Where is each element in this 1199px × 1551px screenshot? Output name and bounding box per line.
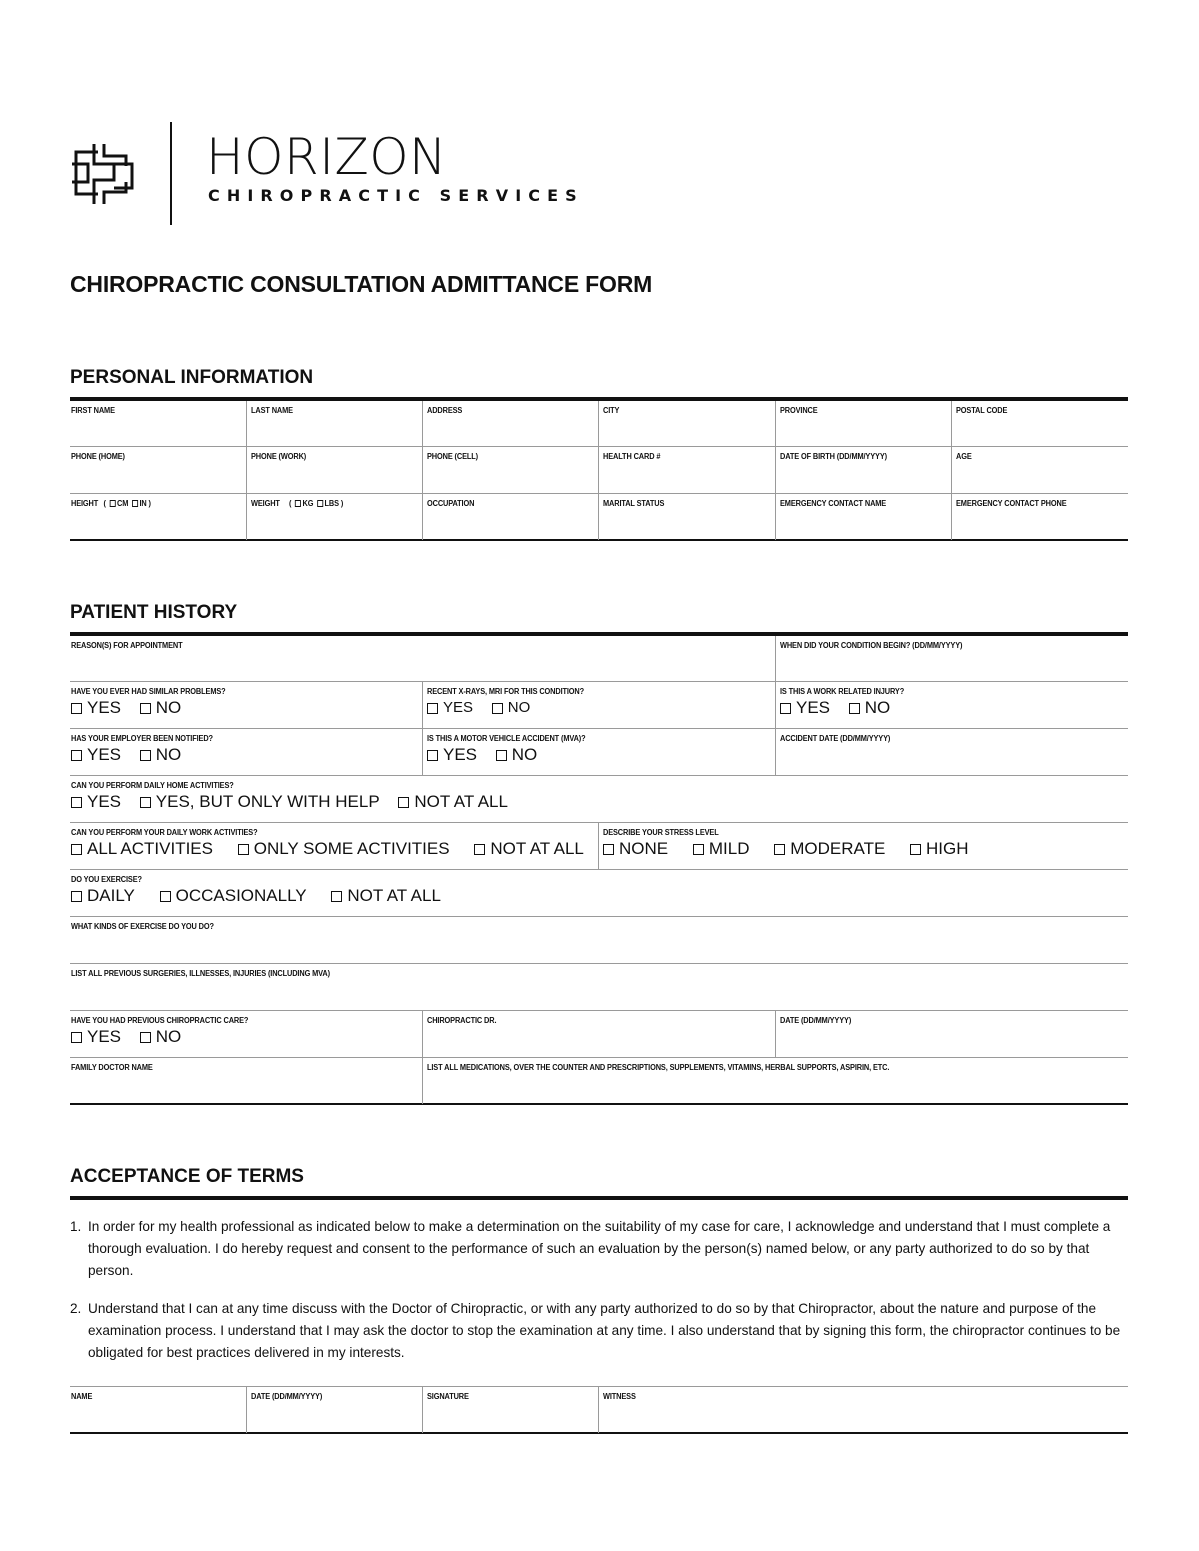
cm-checkbox[interactable]	[109, 500, 115, 507]
option-occasionally[interactable]	[160, 886, 307, 906]
checkbox[interactable]	[427, 750, 438, 761]
checkbox[interactable]	[603, 844, 614, 855]
term-item	[70, 1298, 1128, 1364]
work-injury-field	[775, 682, 1128, 728]
option-label: NO	[507, 699, 531, 716]
field-label: FIRST NAME	[71, 405, 115, 415]
personal-row-1	[70, 401, 1128, 447]
field-label: RECENT X-RAYS, MRI FOR THIS CONDITION?	[427, 686, 585, 696]
field-label: ADDRESS	[427, 405, 463, 415]
stress-level-field	[598, 823, 1128, 869]
field-label: EMERGENCY CONTACT NAME	[780, 498, 887, 508]
history-row-surgeries	[70, 964, 1128, 1011]
history-row-exercise-kinds	[70, 917, 1128, 964]
phone-home-field[interactable]	[70, 447, 246, 493]
signature-field[interactable]	[422, 1387, 598, 1433]
checkbox[interactable]	[140, 1032, 151, 1043]
field-label: LIST ALL PREVIOUS SURGERIES, ILLNESSES, INJURIES (INCLUDING MVA)	[71, 968, 330, 978]
kg-checkbox[interactable]	[295, 500, 301, 507]
similar-problems-field	[70, 682, 422, 728]
field-label: FAMILY DOCTOR NAME	[71, 1062, 153, 1072]
exercise-kinds-field[interactable]	[70, 917, 1128, 963]
field-label: WHAT KINDS OF EXERCISE DO YOU DO?	[71, 921, 214, 931]
field-label: IS THIS A WORK RELATED INJURY?	[780, 686, 905, 696]
term-number: 1.	[70, 1219, 82, 1234]
checkbox[interactable]	[140, 797, 151, 808]
field-label: EMERGENCY CONTACT PHONE	[956, 498, 1067, 508]
option-label: YES	[443, 699, 474, 716]
field-label: PROVINCE	[780, 405, 818, 415]
sign-date-field[interactable]	[246, 1387, 422, 1433]
terms-list	[70, 1216, 1128, 1380]
checkbox[interactable]	[71, 891, 82, 902]
option-yes[interactable]	[71, 745, 121, 765]
checkbox[interactable]	[71, 844, 82, 855]
similar-problems-options	[71, 698, 201, 719]
chiro-date-field[interactable]	[775, 1011, 1128, 1057]
field-label: NAME	[71, 1391, 93, 1401]
mva-options	[427, 745, 557, 766]
field-label: CITY	[603, 405, 620, 415]
xrays-options	[427, 698, 550, 719]
chiro-dr-field[interactable]	[422, 1011, 775, 1057]
field-label: WHEN DID YOUR CONDITION BEGIN? (DD/MM/YYYY)	[780, 640, 963, 650]
history-row-daily-work	[70, 823, 1128, 870]
checkbox[interactable]	[331, 891, 342, 902]
checkbox[interactable]	[780, 703, 791, 714]
prev-chiro-field	[70, 1011, 422, 1057]
option-label: MODERATE	[790, 839, 886, 858]
field-label: ACCIDENT DATE (DD/MM/YYYY)	[780, 733, 891, 743]
field-label: HAVE YOU HAD PREVIOUS CHIROPRACTIC CARE?	[71, 1015, 249, 1025]
option-label: ALL ACTIVITIES	[87, 839, 213, 858]
option-label: NONE	[619, 839, 669, 858]
health-card-field[interactable]	[598, 447, 775, 493]
exercise-field	[70, 870, 1128, 916]
personal-row-3	[70, 494, 1128, 541]
emergency-contact-name-field[interactable]	[775, 494, 951, 540]
history-row-doctor	[70, 1058, 1128, 1105]
history-row-reasons	[70, 636, 1128, 682]
field-label: HEALTH CARD #	[603, 451, 661, 461]
phone-work-field[interactable]	[246, 447, 422, 493]
option-label: YES, BUT ONLY WITH HELP	[155, 792, 380, 811]
reasons-field[interactable]	[70, 636, 775, 682]
option-yes[interactable]	[427, 698, 473, 718]
height-units: ( CM IN )	[103, 498, 151, 508]
province-field[interactable]	[775, 401, 951, 447]
option-yes[interactable]	[427, 745, 477, 765]
option-label: NOT AT ALL	[414, 792, 508, 811]
field-label: CAN YOU PERFORM YOUR DAILY WORK ACTIVITIES?	[71, 827, 258, 837]
address-field[interactable]	[422, 401, 598, 447]
witness-field[interactable]	[598, 1387, 1128, 1433]
checkbox[interactable]	[693, 844, 704, 855]
option-high[interactable]	[910, 839, 969, 859]
signature-row	[70, 1387, 1128, 1434]
option-label: NO	[511, 745, 538, 764]
term-text: Understand that I can at any time discuss with the Doctor of Chiropractic, or with any party authorized to do so by that Chiropractor, about the nature and purpose of the examination process. I understand that I may ask the doctor to stop the examination at any time. I also understand that by signing this form, the chiropractor continues to be obligated for best practices delivered in my interests.	[88, 1301, 1121, 1360]
field-label: DATE (DD/MM/YYYY)	[251, 1391, 323, 1401]
term-text: In order for my health professional as indicated below to make a determination on the suitability of my case for care, I acknowledge and understand that I must complete a thorough evaluation. I do hereby request and consent to the performance of such an evaluation by the person(s) named below, or any party authorized to do so by that person.	[88, 1219, 1111, 1278]
section-rule	[70, 1196, 1128, 1200]
option-label: YES	[443, 745, 478, 764]
height-field[interactable]	[70, 494, 246, 540]
option-no[interactable]	[140, 745, 182, 765]
field-label: PHONE (CELL)	[427, 451, 479, 461]
weight-label	[251, 494, 398, 509]
logo-divider	[170, 122, 172, 225]
history-row-prev-chiro	[70, 1011, 1128, 1058]
xrays-field	[422, 682, 775, 728]
city-field[interactable]	[598, 401, 775, 447]
checkbox[interactable]	[238, 844, 249, 855]
phone-cell-field[interactable]	[422, 447, 598, 493]
option-label: HIGH	[926, 839, 969, 858]
option-label: NOT AT ALL	[347, 886, 441, 905]
field-label: OCCUPATION	[427, 498, 475, 508]
weight-units: ( KG LBS )	[285, 498, 344, 508]
history-row-similar	[70, 682, 1128, 729]
checkbox[interactable]	[71, 797, 82, 808]
option-no[interactable]	[140, 698, 182, 718]
field-label: AGE	[956, 451, 972, 461]
option-label: YES	[87, 1027, 122, 1046]
field-label: SIGNATURE	[427, 1391, 469, 1401]
checkbox[interactable]	[496, 750, 507, 761]
field-label: IS THIS A MOTOR VEHICLE ACCIDENT (MVA)?	[427, 733, 586, 743]
field-label: LIST ALL MEDICATIONS, OVER THE COUNTER AND PRESCRIPTIONS, SUPPLEMENTS, VITAMINS, HERBAL SUPPORTS, ASPIRIN, ETC.	[427, 1062, 890, 1072]
patient-history-grid	[70, 636, 1128, 1105]
history-row-exercise	[70, 870, 1128, 917]
personal-info-grid	[70, 401, 1128, 541]
field-label: HAVE YOU EVER HAD SIMILAR PROBLEMS?	[71, 686, 226, 696]
field-label: PHONE (HOME)	[71, 451, 125, 461]
form-title: CHIROPRACTIC CONSULTATION ADMITTANCE FORM	[70, 271, 653, 297]
field-label: CAN YOU PERFORM DAILY HOME ACTIVITIES?	[71, 780, 234, 790]
option-yes[interactable]	[71, 792, 121, 812]
name-field[interactable]	[70, 1387, 246, 1433]
section-title-personal: PERSONAL INFORMATION	[70, 367, 314, 388]
stress-level-options	[603, 839, 989, 860]
field-label: DATE (DD/MM/YYYY)	[780, 1015, 852, 1025]
daily-home-options	[71, 792, 528, 813]
brand-subtitle: CHIROPRACTIC SERVICES	[208, 186, 584, 205]
work-injury-options	[780, 698, 910, 719]
postal-code-field[interactable]	[951, 401, 1128, 447]
checkbox[interactable]	[140, 750, 151, 761]
age-field[interactable]	[951, 447, 1128, 493]
height-label	[71, 494, 222, 509]
employer-notified-field	[70, 729, 422, 775]
option-moderate[interactable]	[774, 839, 885, 859]
history-row-daily-home	[70, 776, 1128, 823]
height-text: HEIGHT	[71, 498, 99, 508]
option-label: NO	[155, 745, 182, 764]
checkbox[interactable]	[849, 703, 860, 714]
option-daily[interactable]	[71, 886, 135, 906]
option-not-at-all[interactable]	[331, 886, 441, 906]
option-label: ONLY SOME ACTIVITIES	[253, 839, 450, 858]
option-label: NO	[155, 1027, 182, 1046]
mva-field	[422, 729, 775, 775]
accident-date-field[interactable]	[775, 729, 1128, 775]
option-label: MILD	[708, 839, 750, 858]
checkbox[interactable]	[427, 703, 438, 714]
field-label: LAST NAME	[251, 405, 293, 415]
checkbox[interactable]	[160, 891, 171, 902]
date-of-birth-field[interactable]	[775, 447, 951, 493]
daily-work-field	[70, 823, 598, 869]
option-none[interactable]	[603, 839, 668, 859]
signature-grid	[70, 1386, 1128, 1434]
in-label: IN	[139, 498, 147, 508]
weight-field[interactable]	[246, 494, 422, 540]
option-no[interactable]	[849, 698, 891, 718]
checkbox[interactable]	[71, 703, 82, 714]
field-label: CHIROPRACTIC DR.	[427, 1015, 497, 1025]
option-label: YES	[87, 698, 122, 717]
last-name-field[interactable]	[246, 401, 422, 447]
field-label: POSTAL CODE	[956, 405, 1008, 415]
checkbox[interactable]	[910, 844, 921, 855]
family-doctor-field[interactable]	[70, 1058, 422, 1104]
history-row-employer	[70, 729, 1128, 776]
term-number: 2.	[70, 1301, 82, 1316]
prev-chiro-options	[71, 1027, 201, 1048]
surgeries-field[interactable]	[70, 964, 1128, 1010]
field-label: HAS YOUR EMPLOYER BEEN NOTIFIED?	[71, 733, 213, 743]
checkbox[interactable]	[140, 703, 151, 714]
option-label: YES	[87, 792, 122, 811]
option-label: NO	[864, 698, 891, 717]
section-title-terms: ACCEPTANCE OF TERMS	[70, 1166, 304, 1187]
kg-label: KG	[302, 498, 314, 508]
emergency-contact-phone-field[interactable]	[951, 494, 1128, 540]
lbs-label: LBS	[324, 498, 339, 508]
option-yes-with-help[interactable]	[140, 792, 380, 812]
daily-home-field	[70, 776, 1128, 822]
checkbox[interactable]	[474, 844, 485, 855]
option-label: YES	[87, 745, 122, 764]
medications-field[interactable]	[422, 1058, 1128, 1104]
marital-status-field[interactable]	[598, 494, 775, 540]
brand-name: HORIZON	[206, 128, 447, 186]
option-mild[interactable]	[693, 839, 750, 859]
option-not-at-all[interactable]	[398, 792, 508, 812]
brand-logo	[70, 122, 610, 226]
option-label: OCCASIONALLY	[175, 886, 307, 905]
checkbox[interactable]	[398, 797, 409, 808]
option-all-activities[interactable]	[71, 839, 213, 859]
option-no[interactable]	[492, 698, 531, 718]
field-label: DATE OF BIRTH (DD/MM/YYYY)	[780, 451, 887, 461]
option-yes[interactable]	[71, 698, 121, 718]
option-no[interactable]	[140, 1027, 182, 1047]
checkbox[interactable]	[71, 750, 82, 761]
checkbox[interactable]	[492, 703, 503, 714]
exercise-options	[71, 886, 461, 907]
option-yes[interactable]	[780, 698, 830, 718]
field-label: PHONE (WORK)	[251, 451, 307, 461]
in-checkbox[interactable]	[132, 500, 138, 507]
option-not-at-all[interactable]	[474, 839, 584, 859]
checkbox[interactable]	[774, 844, 785, 855]
option-label: NOT AT ALL	[490, 839, 584, 858]
weight-text: WEIGHT	[251, 498, 280, 508]
field-label: DO YOU EXERCISE?	[71, 874, 142, 884]
checkbox[interactable]	[71, 1032, 82, 1043]
employer-notified-options	[71, 745, 201, 766]
field-label: WITNESS	[603, 1391, 636, 1401]
term-item	[70, 1216, 1128, 1282]
lbs-checkbox[interactable]	[317, 500, 323, 507]
cm-label: CM	[117, 498, 129, 508]
option-label: NO	[155, 698, 182, 717]
occupation-field[interactable]	[422, 494, 598, 540]
personal-row-2	[70, 447, 1128, 494]
condition-begin-field[interactable]	[775, 636, 1128, 682]
option-yes[interactable]	[71, 1027, 121, 1047]
option-label: DAILY	[87, 886, 135, 905]
field-label: DESCRIBE YOUR STRESS LEVEL	[603, 827, 719, 837]
first-name-field[interactable]	[70, 401, 246, 447]
section-title-history: PATIENT HISTORY	[70, 602, 238, 623]
field-label: MARITAL STATUS	[603, 498, 665, 508]
hcs-monogram-icon	[70, 142, 136, 208]
field-label: REASON(S) FOR APPOINTMENT	[71, 640, 183, 650]
option-label: YES	[796, 698, 831, 717]
option-some-activities[interactable]	[238, 839, 450, 859]
option-no[interactable]	[496, 745, 538, 765]
daily-work-options	[71, 839, 604, 860]
